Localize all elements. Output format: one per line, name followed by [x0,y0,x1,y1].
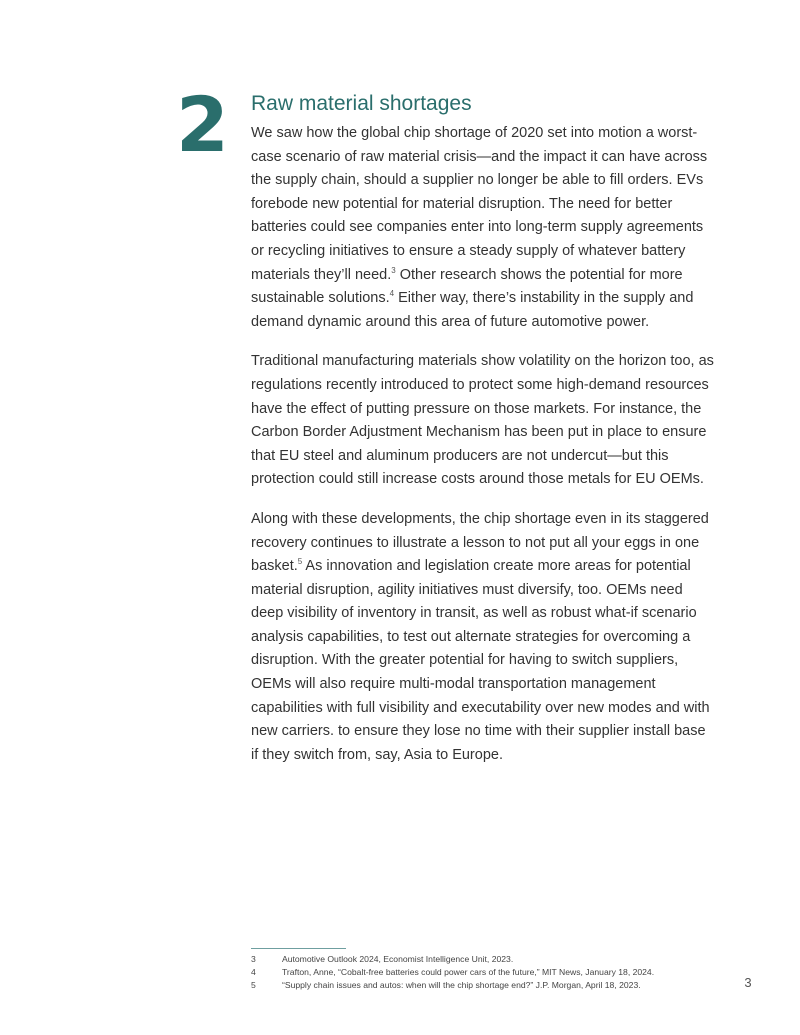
section-number: 2 [176,80,227,169]
footnote-text: “Supply chain issues and autos: when will the chip shortage end?” J.P. Morgan, April 18, 2023. [282,980,641,991]
footnote-text: Automotive Outlook 2024, Economist Intelligence Unit, 2023. [282,954,514,964]
paragraph-text: Either way, there’s instability in the supply and demand dynamic around this area of future automotive power. [251,290,694,330]
footnote-number: 3 [251,954,256,964]
paragraph-text: Along with these developments, the chip shortage even in its staggered recovery continues to illustrate a lesson to not put all your eggs in one basket. [251,510,709,575]
footnote [251,979,711,992]
footnote [251,953,711,966]
paragraph-text: We saw how the global chip shortage of 2020 set into motion a worst-case scenario of raw material crisis—and the impact it can have across the supply chain, should a supplier no longer be able to fill orders. EVs forebode new potential for material disruption. The need for better batteries could see companies enter into long-term supply agreements or recycling initiatives to ensure a steady supply of whatever battery materials they’ll need. [251,125,708,283]
footnote-number: 5 [251,980,256,991]
footnote [251,966,711,979]
footnote-reference: 3 [391,265,396,275]
footnote-number: 4 [251,967,256,978]
paragraph-text: Traditional manufacturing materials show volatility on the horizon too, as regulations recently introduced to protect some high-demand resources have the effect of putting pressure on those markets. For instance, the Carbon Border Adjustment Mechanism has been put in place to ensure that EU steel and aluminum producers are not undercut—but this protection could still increase costs around those metals for EU OEMs. [251,353,714,488]
footnote-reference: 4 [389,289,395,299]
footnote-reference: 5 [297,557,303,567]
page-number: 3 [744,975,752,990]
footnotes [251,953,711,993]
paragraph-2 [251,350,716,492]
paragraph-3 [251,508,716,768]
section-heading: Raw material shortages [251,92,472,115]
paragraph-text: Other research shows the potential for more sustainable solutions. [251,266,683,307]
footnote-text: Trafton, Anne, “Cobalt-free batteries could power cars of the future,” MIT News, January 18, 2024. [282,967,655,978]
article-body [251,90,716,783]
paragraph-text: As innovation and legislation create more areas for potential material disruption, agility initiatives must diversify, too. OEMs need deep visibility of inventory in transit, as well as robust what-if scenario analysis capabilities, to test out alternate strategies for overcoming a disruption. With the greater potential for having to switch suppliers, OEMs will also require multi-modal transportation management capabilities with full visibility and executability over new modes and with new carriers. to ensure they lose no time with their supplier install base if they switch from, say, Asia to Europe. [251,558,710,763]
footnote-divider [251,948,346,949]
paragraph-1 [251,122,716,334]
